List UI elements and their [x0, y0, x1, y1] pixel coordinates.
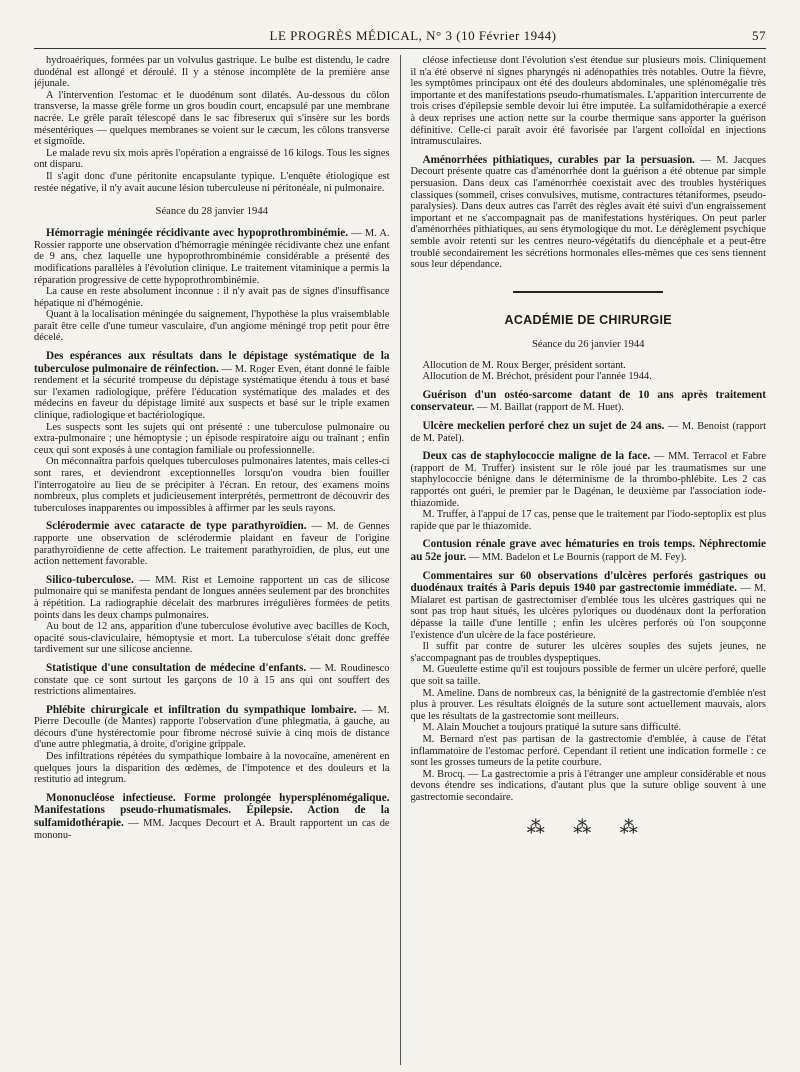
- article-title: Ulcère meckelien perforé chez un sujet de 24 ans.: [422, 420, 665, 433]
- article-lead-text: — M. de Gennes rapporte une observation de sclérodermie plaidant en faveur de l'origine parathyroïdienne de cette affection. Le traitement parathyroïdien, de plus, eut une action nettement favorable.: [34, 521, 390, 568]
- article-lead: [34, 520, 390, 567]
- page-number: 57: [752, 28, 766, 43]
- article-title: Commentaires sur 60 observations d'ulcères perforés gastriques ou duodénaux traités à Paris depuis 1940 par gastrectomie immédiate.: [410, 569, 766, 595]
- article: [34, 792, 390, 841]
- article-lead-text: — M. Mialaret est partisan de gastrectomiser d'emblée tous les ulcères gastriques qui ne sont pas trop haut situés, les ulcères pyloriques ou duodénaux dont la perforation dépasse la taille d'une lentille ; enfin les ulcères perforés où l'on soupçonne l'existence d'un ulcère de la face postérieure.: [410, 583, 766, 641]
- article: [34, 350, 390, 514]
- article-lead: [34, 574, 390, 621]
- article-lead: [34, 227, 390, 286]
- article: [410, 538, 766, 563]
- article-lead: [410, 154, 766, 271]
- article-lead-text: — MM. Jacques Decourt et A. Brault rapportent un cas de mononu-: [34, 818, 390, 841]
- allocutions: [410, 360, 766, 383]
- article-title: Guérison d'un ostéo-sarcome datant de 10 ans après traitement conservateur.: [410, 388, 766, 414]
- article-paragraph: La cause en reste absolument inconnue : il n'y avait pas de signes d'insuffisance hépatique ni d'hémogénie.: [34, 286, 390, 309]
- article-lead: [410, 420, 766, 444]
- article-lead: [410, 389, 766, 414]
- section-rule: [513, 291, 663, 293]
- article-paragraph: M. Bernard n'est pas partisan de la gastrectomie d'emblée, à cause de l'état inflammatoire de l'estomac perforé. Cependant il retient une indication formelle : ce sont les grosses tumeurs de la petite courbure.: [410, 733, 766, 769]
- article-lead-text: — M. Roudinesco constate que ce sont surtout les garçons de 10 à 15 ans qui ont souffert des restrictions alimentaires.: [34, 662, 390, 698]
- intro-paragraph: A l'intervention l'estomac et le duodénum sont dilatés. Au-dessous du côlon transverse, la masse grêle forme un gros boudin court, encapsulé par une membrane nacrée. Le grêle paraît télescopé dans le sac fibreserux qui s'insère sur les bords mésentériques — quelques membranes se voient sur le cæcum, les côlons transverse et sigmoïde.: [34, 89, 390, 148]
- article: [34, 662, 390, 698]
- article-paragraph: On méconnaîtra parfois quelques tuberculoses pulmonaires latentes, mais celles-ci sont rares, et deviendront exceptionnelles lorsqu'on voudra bien fouiller l'interrogatoire au lieu de se précipiter à l'écran. En retour, des examens moins nombreux, plus complets et judicieusement interprétés, permettront de découvrir des tuberculoses inapparentes ou impossibles à affirmer par les seuls rayons.: [34, 456, 390, 514]
- page-header: [34, 28, 766, 49]
- right-intro-paragraphs: [410, 55, 766, 148]
- article-lead: [34, 662, 390, 698]
- seance-date-right: Séance du 26 janvier 1944: [532, 338, 645, 350]
- right-articles-a: [410, 154, 766, 271]
- article-lead: [410, 570, 766, 642]
- intro-paragraph: Il s'agit donc d'une péritonite encapsulante typique. L'enquête étiologique est restée négative, il n'y avait aucune lésion tuberculeuse ni péritonéale, ni pulmonaire.: [34, 170, 390, 194]
- article-paragraph: Au bout de 12 ans, apparition d'une tuberculose évolutive avec bacilles de Koch, opacité sous-claviculaire, hémoptysie et mort. La tuberculose s'était donc greffée tardivement sur une silicose ancienne.: [34, 621, 390, 656]
- running-title: LE PROGRÈS MÉDICAL, N° 3 (10 Février 1944): [269, 28, 557, 43]
- article: [34, 520, 390, 567]
- right-column: [410, 55, 766, 1065]
- article-lead-text: — M. Roger Even, étant donné le faible rendement et la sécurité trompeuse du dépistage systématique étendu à tous et basé sur l'examen radiologique, préfère l'éducation systématique des malades et des médecins en faveur du dépistage limité aux suspects et basé sur le triple examen clinique, radiologique et bactériologique.: [34, 363, 390, 422]
- intro-paragraph: Le malade revu six mois après l'opération a engraissé de 16 kilogs. Tous les signes ont disparu.: [34, 147, 390, 171]
- article-title: Statistique d'une consultation de médecine d'enfants.: [46, 661, 307, 674]
- article: [34, 574, 390, 656]
- seance-date-left: Séance du 28 janvier 1944: [155, 206, 268, 218]
- article-lead-text: — M. Baillat (rapport de M. Huet).: [474, 402, 624, 414]
- article-lead-text: — M. Jacques Decourt présente quatre cas d'aménorrhée dont la guérison a été obtenue par simple persuasion. Dans deux cas l'aménorrhée coexistait avec des troubles hystériques classiques (sommeil, crises convulsives, mutisme, contractures tétaniformes, pseudo-paralysies). Dans deux autres cas l'arrêt des règles avait été suivi d'un engraissement important et ne s'accompagnait pas de manifestations hystériques. On peut parler d'aménorrhées pithiatiques, au sens étymologique du mot. Le dérèglement psychique semble avoir retenti sur les centres neuro-végétatifs du diencéphale et a peut-être troublé secondairement les sécrétions hormonales elles-mêmes que ces sens tiennent sous leur dépendance.: [410, 154, 766, 271]
- article-title: Deux cas de staphylococcie maligne de la face.: [422, 450, 651, 463]
- left-column: [34, 55, 390, 1065]
- intro-paragraph: hydroaériques, formées par un volvulus gastrique. Le bulbe est distendu, le cadre duodénal est allongé et déroulé. Il y a sténose incomplète de la première anse jéjunale.: [34, 55, 390, 90]
- right-articles-b: [410, 389, 766, 804]
- article-paragraph: M. Gueulette estime qu'il est toujours possible de fermer un ulcère perforé, quelle que soit sa taille.: [410, 664, 766, 687]
- article-title: Silico-tuberculose.: [46, 573, 134, 586]
- article-lead-text: — MM. Terracol et Fabre (rapport de M. Truffer) insistent sur le rôle joué par les traumatismes sur une staphylococcie bénigne dans le déterminisme de la thrombo-phlébite. Les 2 cas rapportés ont guéri, le premier par le Dagénan, le deuxième par l'association iode-thiazomide.: [410, 451, 766, 509]
- article-title: Sclérodermie avec cataracte de type parathyroïdien.: [46, 520, 307, 533]
- two-column-body: [34, 55, 766, 1065]
- article-lead: [34, 704, 390, 751]
- article-lead: [410, 538, 766, 563]
- left-intro-paragraphs: [34, 55, 390, 194]
- article-lead-text: — M. Benoist (rapport de M. Patel).: [410, 421, 766, 444]
- article-paragraph: Il suffit par contre de suturer les ulcères souples des sujets jeunes, ne s'accompagnant pas de troubles dyspeptiques.: [410, 641, 766, 664]
- article-paragraph: Les suspects sont les sujets qui ont présenté : une tuberculose pulmonaire ou extra-pulmonaire ; une hémoptysie ; un épisode respiratoire aigu ou traînant ; enfin ceux qui sont exposés à une contagion familiale ou professionnelle.: [34, 421, 390, 456]
- intro-paragraph: cléose infectieuse dont l'évolution s'est étendue sur plusieurs mois. Cliniquement il n'a été observé ni signes pharyngés ni adénopathies très notables. Outre la fièvre, les symptômes principaux ont été des douleurs abdominales, une splénomégalie très importante et des manifestations pseudo-rhumatismales. L'apparition intercurrente de trois crises d'épilepsie semble devoir lui être imputée. La sulfamidothérapie a exercé à deux reprises une action nette sur la courbe thermique sans apporter la guérison définitive. Celle-ci paraît avoir été favorisée par l'argent colloïdal en injections intramusculaires.: [410, 55, 766, 148]
- article-paragraph: M. Ameline. Dans de nombreux cas, la bénignité de la gastrectomie d'emblée n'est plus à prouver. Les résultats éloignés de la suture sont actuellement mauvais, alors que les résultats de la gastrectomie sont meilleurs.: [410, 687, 766, 722]
- allocution-line: Allocution de M. Roux Berger, président sortant.: [422, 359, 626, 371]
- ornament-icon: ⁂ ⁂ ⁂: [526, 817, 650, 838]
- article-lead-text: — MM. Badelon et Le Bournis (rapport de M. Fey).: [466, 552, 687, 563]
- article-title: Des espérances aux résultats dans le dépistage systématique de la tuberculose pulmonaire de réinfection.: [34, 350, 390, 375]
- article-lead: [34, 350, 390, 422]
- article-paragraph: M. Truffer, à l'appui de 17 cas, pense que le traitement par l'iodo-septoplix est plus rapide que par le thiazomide.: [410, 509, 766, 532]
- article-paragraph: M. Brocq. — La gastrectomie a pris à l'étranger une ampleur considérable et nous devons étendre ses indications, d'autant plus que la suture oblige souvent à une gastrectomie secondaire.: [410, 768, 766, 803]
- article-paragraph: Quant à la localisation méningée du saignement, l'hypothèse la plus vraisemblable paraît être celle d'une tumeur vasculaire, d'un angiome méningé trop petit pour être décelé.: [34, 309, 390, 344]
- article: [34, 704, 390, 786]
- article-lead-text: — M. A. Rossier rapporte une observation d'hémorragie méningée récidivante chez une enfant de 9 ans, chez laquelle une hypoprothrombinémie considérable a présenté des modifications parallèles à l'évolution clinique. Le traitement vitaminique a permis la réparation progressive de cette hypoprothrombinémie.: [34, 228, 390, 286]
- article-paragraph: M. Alain Mouchet a toujours pratiqué la suture sans difficulté.: [422, 722, 682, 734]
- article: [410, 570, 766, 804]
- article: [410, 420, 766, 444]
- allocution-line: Allocution de M. Bréchot, président pour l'année 1944.: [422, 371, 652, 383]
- left-articles: [34, 227, 390, 841]
- article-title: Contusion rénale grave avec hématuries en trois temps. Néphrectomie au 52e jour.: [410, 538, 766, 563]
- article-lead-text: — M. Pierre Decoulle (de Mantes) rapporte l'observation d'une phlegmatia, à gauche, au décours d'une hystérectomie pour fibrome nécrosé suivie à cinq mois de distance d'une autre phlegmatia, à droite, d'origine grippale.: [34, 704, 390, 751]
- article: [410, 154, 766, 271]
- article-title: Aménorrhées pithiatiques, curables par la persuasion.: [422, 153, 695, 166]
- academy-heading: ACADÉMIE DE CHIRURGIE: [504, 312, 672, 327]
- article-title: Mononucléose infectieuse. Forme prolongée hypersplénomégalique. Manifestations pseudo-rhumatismales. Épilepsie. Action de la sulfamidothérapie.: [34, 791, 390, 830]
- article-title: Phlébite chirurgicale et infiltration du sympathique lombaire.: [46, 703, 357, 716]
- article-title: Hémorragie méningée récidivante avec hypoprothrombinémie.: [46, 227, 348, 240]
- article-lead: [410, 450, 766, 509]
- article: [410, 389, 766, 414]
- article: [410, 450, 766, 532]
- article-lead: [34, 792, 390, 841]
- article-paragraph: Des infiltrations répétées du sympathique lombaire à la novocaïne, amenèrent en quelques jours la disparition des œdèmes, de l'impotence et des douleurs et la restitutio ad integrum.: [34, 751, 390, 786]
- column-divider: [400, 55, 401, 1065]
- article-lead-text: — MM. Rist et Lemoine rapportent un cas de silicose pulmonaire qui se manifesta pendant de longues années seulement par des bronchites à répétition. La radiographie décelait des marbrures irrégulières formées de petits points dans les deux champs pulmonaires.: [34, 574, 390, 621]
- article: [34, 227, 390, 344]
